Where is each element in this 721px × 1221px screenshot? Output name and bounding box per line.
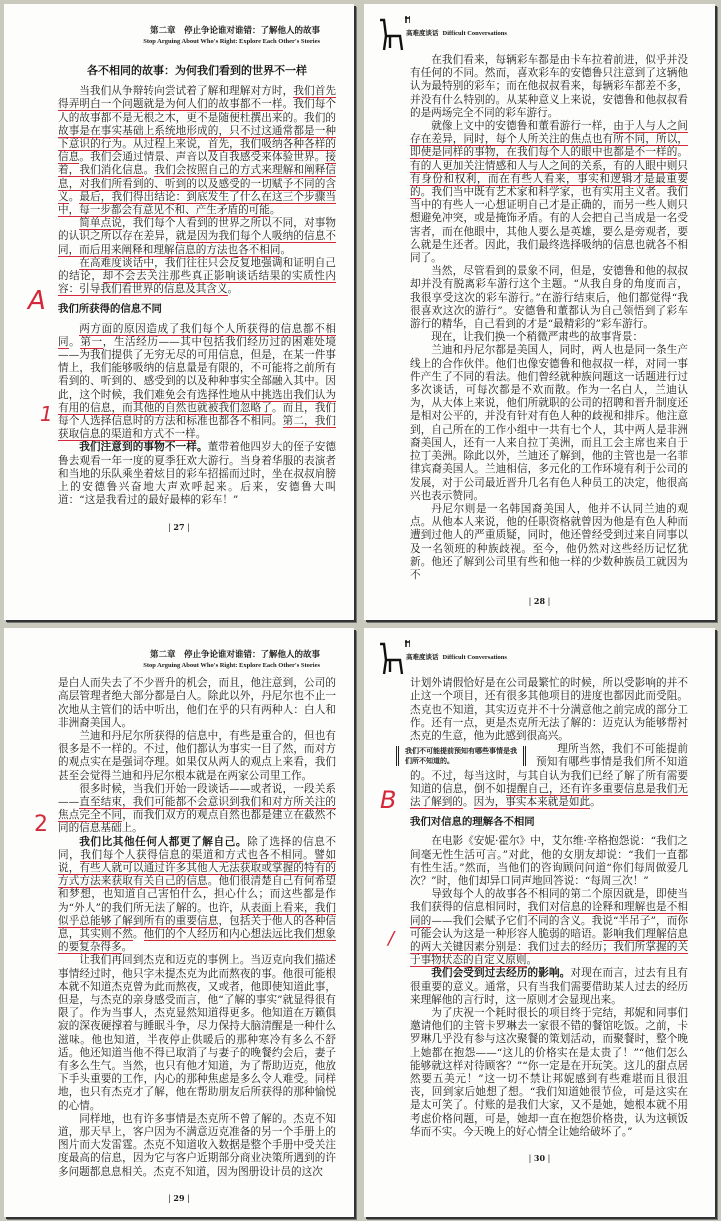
text: 。 — [227, 283, 239, 296]
text: 。 — [195, 428, 207, 441]
paragraph — [410, 967, 688, 1007]
underlined-text: 在这三个步骤当中，每一步都会有意见不和、产生矛盾的可能 — [58, 190, 337, 217]
text: 。他们很清楚自己有何希望和梦想，也知道自己害怕什么，担心什么；而这些都是作为“外人”的我们所无法了解的。也许， — [58, 875, 337, 914]
underlined-text: 直至结束，我们可能都不会意识到我们和对方所关注的焦点完全不同 — [58, 795, 336, 822]
underlined-text: 我们每个人获得信息的渠道和方式也各不相同 — [80, 848, 304, 861]
book-page-28 — [364, 4, 715, 620]
page-body — [405, 677, 689, 1139]
book-title-english: Difficult Conversations — [442, 654, 507, 662]
underlined-text: 第一 — [80, 335, 103, 348]
paragraph — [58, 1113, 336, 1179]
text: 。 — [303, 848, 315, 861]
underlined-text: 影响我们理解信息的两大关键因素分别是：我们过去的经历；我们所掌握的关于事物状态的自定义原则 — [410, 927, 688, 967]
book-title: 高难度谈话 — [406, 653, 439, 662]
paragraph — [410, 120, 688, 265]
underlined-text: 却不会去关注那些真正影响谈话结果的实质性内容：引导我们看世界的信息及其含义 — [58, 270, 337, 296]
running-head — [406, 28, 507, 37]
underlined-text: 譬如说，有些人就可以通过许多其他人无法获取或掌握的特有的方式方法来获取有关自己的信息 — [58, 848, 337, 888]
paragraph — [410, 344, 688, 502]
page-body — [58, 677, 336, 1179]
text: 。 — [69, 335, 81, 348]
page-number: | 29 | — [4, 1193, 354, 1203]
underlined-text: 有的人更加关注情感和人与人之间的关系，有的人眼中则只有身份和权利，而在有些人看来，事实和逻辑才是最重要的 — [410, 159, 688, 199]
paragraph — [58, 323, 336, 442]
text: 为了庆祝一个耗时很长的项目终于完结，邦妮和同事们邀请他们的主管卡罗琳去一家很不错的餐馆吃饭。之前，卡罗琳几乎没有参与这次聚餐的策划活动，而聚餐时，整个晚上她都在抱怨——“这儿的价格实在是太贵了！”“他们怎么能够就这样对待顾客？”“你一定是在开玩笑。这儿的甜点居然要五美元！”这一切不禁让邦妮感到有些难堪而且很沮丧，回到家后她想了想。“我们知道她很节俭，可是这实在是太可笑了。付账的是我们大家，又不是她，她根本就不用考虑价格问题，可是，她却一直在抱怨价格贵，认为这顿饭华而不实。今天晚上的好心情全让她给破坏了。” — [410, 1007, 688, 1138]
text: 是白人而失去了不少晋升的机会，而且，他注意到，公司的高层管理者绝大部分都是白人。除此以外，丹尼尔也不止一次地从主管们的话中听出，他们在乎的只有两种人：白人和非洲裔美国人。 — [58, 677, 336, 729]
underlined-text: 接着，我们消化信息 — [58, 151, 337, 177]
paragraph — [58, 85, 336, 217]
text: 。 — [590, 795, 601, 808]
text: 当我们从争辩转向尝试着了解和理解对方时， — [79, 85, 294, 98]
text: 让我们再回到杰克和迈克的事例上。当迈克向我们描述事情经过时，他只字未提杰克为此而熬夜的事。他很可能根本就不知道杰克曾为此而熬夜，又或者，他即使知道此事，但是，与杰克的亲身感受而言，他“了解的事实”就显得很有限了。作为当事人，杰克显然知道得更多。他知道在万籁俱寂的深夜硬撑着与睡眠斗争，尽力保持大脑清醒是一种什么滋味。他也知道，半夜停止供暖后的那种寒冷有多么不舒适。他还知道当他不得已取消了与妻子的晚餐约会后，妻子有多么生气。当然，也只有他才知道，为了帮助迈克，他放下手头重要的工作，内心的那种焦虑是多么令人难受。同样地，也只有杰克才了解，他在帮助朋友后所获得的那种愉悦的心情。 — [58, 954, 336, 1112]
underlined-text: 第二，我们获取信息的渠道和方式不一样 — [58, 415, 337, 441]
paragraph — [410, 677, 688, 743]
text: 。我们当中既有艺术家和科学家，也有实用主义者。我们当中的有些人一心想证明自己才是正确的，而另一些人则只想避免冲突，或是掩饰矛盾。有的人会把自己当成是一名受害者，而在他眼中，其他人要么是英雄，要么是旁观者，要么就是生还者。因此，我们最终选择吸纳的信息也就各不相同了。 — [410, 186, 689, 265]
text: 。我们每个人的故事都不是无根之木，更不是随便杜撰出来的。我们的 — [58, 98, 337, 124]
text: 很多时候，当我们开始一段谈话——或者说，一段关系—— — [58, 782, 336, 808]
handwritten-mark-1: 1 — [40, 402, 53, 426]
underlined-text: 简单点说 — [79, 217, 123, 230]
underlined-text: 我们对信息的诠释和理解也是不相同的 — [410, 901, 689, 927]
underlined-text: 最后，我们得出结论：到底发生了什么 — [79, 190, 262, 203]
text: 。 — [462, 795, 474, 808]
running-head — [406, 652, 507, 661]
book-title: 高难度谈话 — [406, 29, 439, 37]
page-number: | 28 | — [364, 596, 715, 606]
underlined-text: 从表面上看来，我们似乎总能够了解到所有的重要信息 — [58, 901, 336, 927]
paragraph — [405, 743, 688, 809]
handwritten-mark-slash: / — [388, 928, 395, 950]
text: 。 — [269, 204, 281, 217]
underlined-text: 故事是在事实基础上系统地形成的，只不过这通常都是一种下意识的行为 — [58, 124, 336, 151]
underlined-text: 因为，事实本来就是如此 — [473, 795, 591, 808]
book-page-27 — [4, 4, 354, 620]
bold-lead-text: 我们比其他任何人都更了解自己。 — [79, 835, 248, 848]
page-number: | 30 | — [364, 1153, 715, 1163]
text: 。 — [132, 927, 144, 940]
text: 当然，尽管看到的景象不同，但是，安德鲁和他的叔叔却并没有脱离彩车游行这个主题。“从我自身的角度而言，我很享受这次的彩车游行。”在游行结束后，他们都觉得“我很喜欢这次的游行”。安德鲁和董都认为自己领悟到了彩车游行的精华，自己看到的才是“最精彩的”彩车游行。 — [410, 265, 688, 331]
underlined-text: 两方面的原因造成了我们每个人所获得的信息都不相同 — [58, 322, 336, 348]
text: 各不相同的故事：为何我们看到的世界不一样 — [87, 64, 307, 77]
handwritten-mark-a: A — [28, 286, 46, 316]
text: 就像上文中的安德鲁和董看游行一样， — [431, 120, 614, 133]
text: 除了选择的信息不同， — [58, 835, 336, 861]
text: 现在，让我们换一个稍微严肃些的故事背景： — [431, 331, 644, 344]
text: ，我们往往只会反复地强调和证明自己的结论， — [58, 256, 336, 283]
text: 董带着他四岁大的侄子安德鲁去观看一年一度的夏季狂欢大游行。当身着华服的表演者和当地的乐队乘坐着炫目的彩车招摇而过时，坐在叔叔肩膀上的安德鲁兴奋地大声欢呼起来。后来，安德鲁大叫道：“这是我看过的最好最棒的彩车！” — [58, 441, 337, 507]
paragraph — [58, 217, 336, 257]
underlined-text: 首先，我们吸纳各种各样的信息 — [58, 138, 337, 164]
section-title — [58, 64, 336, 77]
text: 。 — [121, 941, 133, 954]
text: 。从过程上来说， — [122, 138, 208, 151]
paragraph — [58, 730, 336, 783]
text: 同样地，也有许多事情是杰克所不曾了解的。杰克不知道，那天早上，客户因为不满意迈克准备的另一个手册上的图片而大发雷霆。杰克不知道收入数据是整个手册中受关注度最高的信息，因为它与客户近期部分商业决策所遇到的许多问题都息息相关。杰克不知道，因为图册设计员的这次 — [58, 1112, 336, 1178]
text: 对现在而言，过去有且有很重要的意义。通常，只有当我们需要借助某人过去的经历来理解他的言行时，这一原则才会显现出来。 — [410, 967, 689, 1006]
paragraph — [410, 888, 688, 967]
text: 我们所获得的信息不同 — [58, 303, 162, 316]
text: ，生活经历——其中包括我们经历过的困难处境——为我们提供了无穷无尽的可用信息，但是，在某一件事情上，我们能够吸纳的信息量是有限的，不可能将之前所有看到的、听到的、感受到的以及种种事实全部融入其中。因此，这个时候， — [58, 335, 337, 401]
underlined-text: 我们难免会有选择性地从中挑选出我们认为有用的信息，而其他的自然也就被我们忽略了 — [58, 388, 336, 414]
text: 在我们看来，每辆彩车都是由卡车拉着前进，似乎并没有任何的不同。然而，喜欢彩车的安德鲁只注意到了这辆他认为最特别的彩车；而在他叔叔看来，每辆彩车都差不多，并没有什么特别的。从某种意义上来说，安德鲁和他叔叔看的是两场完全不同的彩车游行。 — [410, 54, 688, 119]
text: ——我们会赋予它们不同的含义。我说“半吊子”，而你可能会认为这是一种形容人脆弱的暗语。 — [410, 914, 688, 940]
text: 。 — [143, 164, 155, 177]
underlined-text: 在高难度谈话中 — [79, 256, 155, 269]
paragraph — [58, 441, 336, 507]
page-body — [58, 64, 336, 508]
text: ，而我们双方的观点自然也都是建立在截然不同的信息基础上。 — [58, 809, 337, 835]
text: ，包括关于他人的各种信息， — [58, 914, 337, 940]
text: 。我们会通过情景、声音以及自我感受来体验世界。 — [79, 151, 326, 164]
page-body — [410, 54, 688, 582]
paragraph — [410, 265, 688, 331]
paragraph — [58, 257, 336, 297]
paragraph — [410, 1007, 688, 1139]
underlined-text: 我们首先得弄明白一个问题就是为何人们的故事都不一样 — [58, 85, 337, 111]
paragraph — [410, 331, 688, 344]
running-head — [143, 648, 320, 669]
paragraph — [58, 836, 336, 955]
text: 理所当然，我们不可能提前预知有哪些事情是我们所不知道的。不过，每当这时，与其自认为我们已经了解了所有需要知道的信息，倒不如 — [410, 743, 688, 795]
bold-lead-text: 我们会受到过去经历的影响。 — [431, 967, 571, 980]
text: 在电影《安妮·霍尔》中，艾尔维·辛格抱怨说：“我们之间毫无性生活可言。”对此，他的女朋友却说：“我们一直都有性生活。”然而，当他们的咨询顾问问道“你们每周做爱几次？”时，他们却异口同声地回答说：“每周三次！” — [410, 835, 688, 887]
text: ，我们每个人看到的世界之所以不同，对事物的认识之所以存在差异， — [58, 217, 337, 243]
handwritten-mark-2: 2 — [34, 812, 48, 838]
text: 。 — [526, 954, 538, 967]
page-number: | 27 | — [4, 522, 354, 532]
text: 。 — [677, 146, 688, 159]
paragraph — [410, 835, 688, 888]
bold-lead-text: 我们注意到的事物不一样。 — [79, 441, 208, 454]
paragraph — [58, 783, 336, 836]
text: 。 — [68, 190, 80, 203]
paragraph — [410, 503, 688, 582]
underlined-text: 由于人与人之间存在差异，同时，每个人所关注的焦点也有所不同，所以，即使是同样的事物，在我们每个人的眼中也都是不一样的 — [410, 120, 689, 159]
text: 兰迪和丹尼尔都是美国人，同时，两人也是同一条生产线上的合作伙伴。他们也像安德鲁和他叔叔一样，对同一事件产生了不同的看法。他们曾经就种族问题这一话题进行过多次谈话，可每次都是不欢而散。作为一名白人，兰迪认为，从大体上来说，他们所就职的公司的招聘和晋升制度还是相对公平的，并没有针对有色人种的歧视和排斥。他注意到，自己所在的工作小组中一共有七个人，其中两人是非洲裔美国人，还有一人来自拉丁美洲，而且工会主席也来自于拉丁美洲。除此以外，兰迪还了解到，他的主管也是一名菲律宾裔美国人。兰迪相信，多元化的工作环境有利于公司的发展，对于公司最近晋升几名有色人种员工的决定，他很高兴也表示赞同。 — [410, 344, 688, 502]
chapter-title: 第二章 停止争论谁对谁错：了解他人的故事 — [149, 26, 320, 36]
paragraph — [58, 954, 336, 1112]
section-heading — [58, 303, 336, 316]
underlined-text: 我们会按照自己的方式来理解和阐释信息，对我们所看到的、听到的以及感受的一切赋予不同的含义 — [58, 164, 337, 203]
paragraph — [58, 677, 336, 730]
running-head — [143, 24, 320, 45]
section-heading — [410, 816, 688, 829]
book-page-30 — [364, 628, 715, 1217]
paragraph — [410, 54, 688, 120]
chapter-title-english: Stop Arguing About Who's Right: Explore Each Other's Stories — [143, 38, 320, 45]
book-title-english: Difficult Conversations — [442, 30, 507, 37]
pull-quote: 我们不可能提前预知有哪些事情是我们所不知道的。 — [396, 746, 526, 766]
underlined-text: 就是因为我们每个人吸纳的信息不同，而后用来阐释和理解信息的方法也各不相同 — [58, 230, 337, 256]
underlined-text: 其实则不然 — [79, 927, 133, 940]
text: 导致每个人的故事各不相同的第二个原因就是，即使当我们获得的信息相同时， — [410, 888, 688, 914]
text: 兰迪和丹尼尔所获得的信息中，有些是重合的，但也有很多是不一样的。不过，他们都认为事实一目了然，而对方的观点实在是强词夺理。如果仅从两人的观点上来看，我们甚至会觉得兰迪和丹尼尔根本就是在两家公司里工作。 — [58, 729, 336, 782]
underlined-text: 他们的个人经历和内心想法远比我们想象的要复杂得多 — [58, 927, 337, 954]
text: 。而且，我们每个人选择信息时的方法和标准也都各不相同。 — [58, 401, 337, 428]
text: 丹尼尔则是一名韩国裔美国人，他并不认同兰迪的观点。从他本人来说，他的任职资格就曾因为他是有色人种而遭到过他人的严重质疑，同时，他还曾经受到过来自同事以及一名领班的种族歧视。至今，他仍然对这些经历记忆犹新。他还了解到公司里有些和他一样的少数种族员工就因为不 — [410, 502, 688, 581]
chapter-title: 第二章 停止争论谁对谁错：了解他人的故事 — [149, 650, 320, 661]
chapter-title-english: Stop Arguing About Who's Right: Explore Each Other's Stories — [143, 662, 320, 670]
underlined-text: 提醒自己，还有许多重要信息是我们无法了解到的 — [410, 782, 688, 808]
text: 。 — [280, 243, 292, 256]
text: 我们对信息的理解各不相同 — [410, 816, 535, 829]
book-page-29 — [4, 628, 354, 1217]
text: 计划外请假恰好是在公司最繁忙的时候，所以受影响的并不止这一个项目，还有很多其他项目的进度也都因此而受阻。杰克也不知道，其实迈克并不十分满意他之前完成的部分工作。还有一点，更是杰克所无法了解的：迈克认为能够帮衬杰克的生意，他为此感到很高兴。 — [410, 677, 688, 742]
handwritten-mark-b: B — [380, 786, 397, 815]
